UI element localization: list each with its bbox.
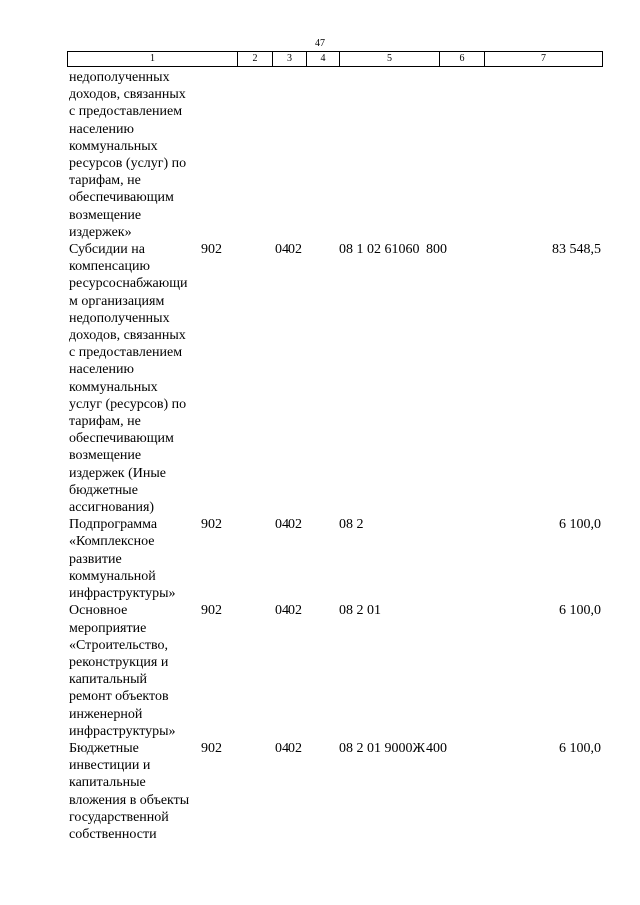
row-name: [67, 740, 198, 843]
header-col-6: 6: [439, 52, 484, 66]
table-row: [67, 516, 601, 602]
row-name-line: возмещение: [69, 448, 142, 464]
target-code: [318, 69, 426, 241]
row-name-line: тарифам, не: [69, 414, 141, 430]
header-col-4: 4: [306, 52, 339, 66]
row-name-line: издержек»: [69, 224, 132, 240]
header-col-1: 1: [150, 53, 155, 64]
row-name-line: возмещение: [69, 207, 142, 223]
row-name-line: с предоставлением: [69, 104, 183, 120]
row-name-line: издержек (Иные: [69, 465, 166, 481]
header-col-3: 3: [272, 52, 306, 66]
row-name-line: тарифам, не: [69, 173, 141, 189]
amount: 6 100,0: [559, 517, 601, 533]
row-name-line: капитальный: [69, 672, 147, 688]
row-name: [67, 69, 198, 241]
target-code: 08 2 01: [339, 603, 381, 619]
expense-type-code: [426, 69, 468, 241]
row-name-line: Подпрограмма: [69, 517, 158, 533]
ministry-code: 902: [201, 517, 222, 533]
header-col-5: 5: [339, 52, 439, 66]
row-name-line: развитие: [69, 551, 122, 567]
expense-type-code: 400: [426, 740, 447, 756]
section-code: 04: [275, 740, 289, 756]
row-name-line: ресурсоснабжающи: [69, 276, 188, 292]
header-col-7: 7: [484, 52, 602, 66]
row-name: [67, 516, 198, 602]
table-row: [67, 241, 601, 516]
section-code: 04: [275, 603, 289, 619]
row-name: [67, 241, 198, 516]
row-name-line: обеспечивающим: [69, 431, 174, 447]
table-row: [67, 69, 601, 241]
ministry-code: [198, 69, 251, 241]
subsection-code: 02: [288, 740, 302, 756]
row-name-line: Основное: [69, 603, 128, 619]
ministry-code: 902: [201, 242, 222, 258]
ministry-code: 902: [201, 603, 222, 619]
header-col-2: 2: [237, 52, 272, 66]
row-name-line: Бюджетные: [69, 740, 139, 756]
row-name-line: реконструкция и: [69, 654, 169, 670]
row-name-line: государственной: [69, 809, 169, 825]
target-code: 08 2 01 9000Ж: [339, 740, 426, 756]
row-name-line: «Комплексное: [69, 534, 155, 550]
expense-type-code: [426, 516, 468, 602]
expense-type-code: 800: [426, 242, 447, 258]
row-name: [67, 602, 198, 740]
section-code: 04: [275, 517, 289, 533]
row-name-line: Субсидии на: [69, 242, 145, 258]
row-name-line: «Строительство,: [69, 637, 168, 653]
row-name-line: инфраструктуры»: [69, 723, 176, 739]
table-header: [67, 51, 603, 67]
row-name-line: с предоставлением: [69, 345, 183, 361]
row-name-line: компенсацию: [69, 259, 150, 275]
row-name-line: капитальные: [69, 775, 146, 791]
amount: [468, 69, 601, 241]
subsection-code: 02: [288, 603, 302, 619]
table-row: [67, 740, 601, 843]
row-name-line: ресурсов (услуг) по: [69, 156, 187, 172]
table-body: [67, 69, 601, 843]
subsection-code: [284, 69, 318, 241]
row-name-line: коммунальных: [69, 379, 158, 395]
row-name-line: ассигнования): [69, 500, 155, 516]
row-name-line: коммунальной: [69, 568, 156, 584]
section-code: 04: [275, 242, 289, 258]
ministry-code: 902: [201, 740, 222, 756]
page-number: 47: [315, 38, 325, 49]
row-name-line: доходов, связанных: [69, 87, 186, 103]
target-code: 08 1 02 61060: [339, 242, 420, 258]
row-name-line: недополученных: [69, 310, 170, 326]
row-name-line: инфраструктуры»: [69, 586, 176, 602]
row-name-line: инженерной: [69, 706, 143, 722]
subsection-code: 02: [288, 517, 302, 533]
row-name-line: обеспечивающим: [69, 190, 174, 206]
row-name-line: услуг (ресурсов) по: [69, 396, 187, 412]
row-name-line: населению: [69, 121, 134, 137]
amount: 6 100,0: [559, 603, 601, 619]
row-name-line: недополученных: [69, 70, 170, 85]
row-name-line: инвестиции и: [69, 758, 151, 774]
section-code: [251, 69, 284, 241]
row-name-line: мероприятие: [69, 620, 147, 636]
row-name-line: доходов, связанных: [69, 328, 186, 344]
row-name-line: коммунальных: [69, 138, 158, 154]
row-name-line: населению: [69, 362, 134, 378]
row-name-line: м организациям: [69, 293, 165, 309]
row-name-line: ремонт объектов: [69, 689, 169, 705]
row-name-line: бюджетные: [69, 482, 138, 498]
row-name-line: собственности: [69, 826, 157, 842]
table-row: [67, 602, 601, 740]
target-code: 08 2: [339, 517, 364, 533]
amount: 83 548,5: [552, 242, 601, 258]
subsection-code: 02: [288, 242, 302, 258]
amount: 6 100,0: [559, 740, 601, 756]
expense-type-code: [426, 602, 468, 740]
row-name-line: вложения в объекты: [69, 792, 190, 808]
